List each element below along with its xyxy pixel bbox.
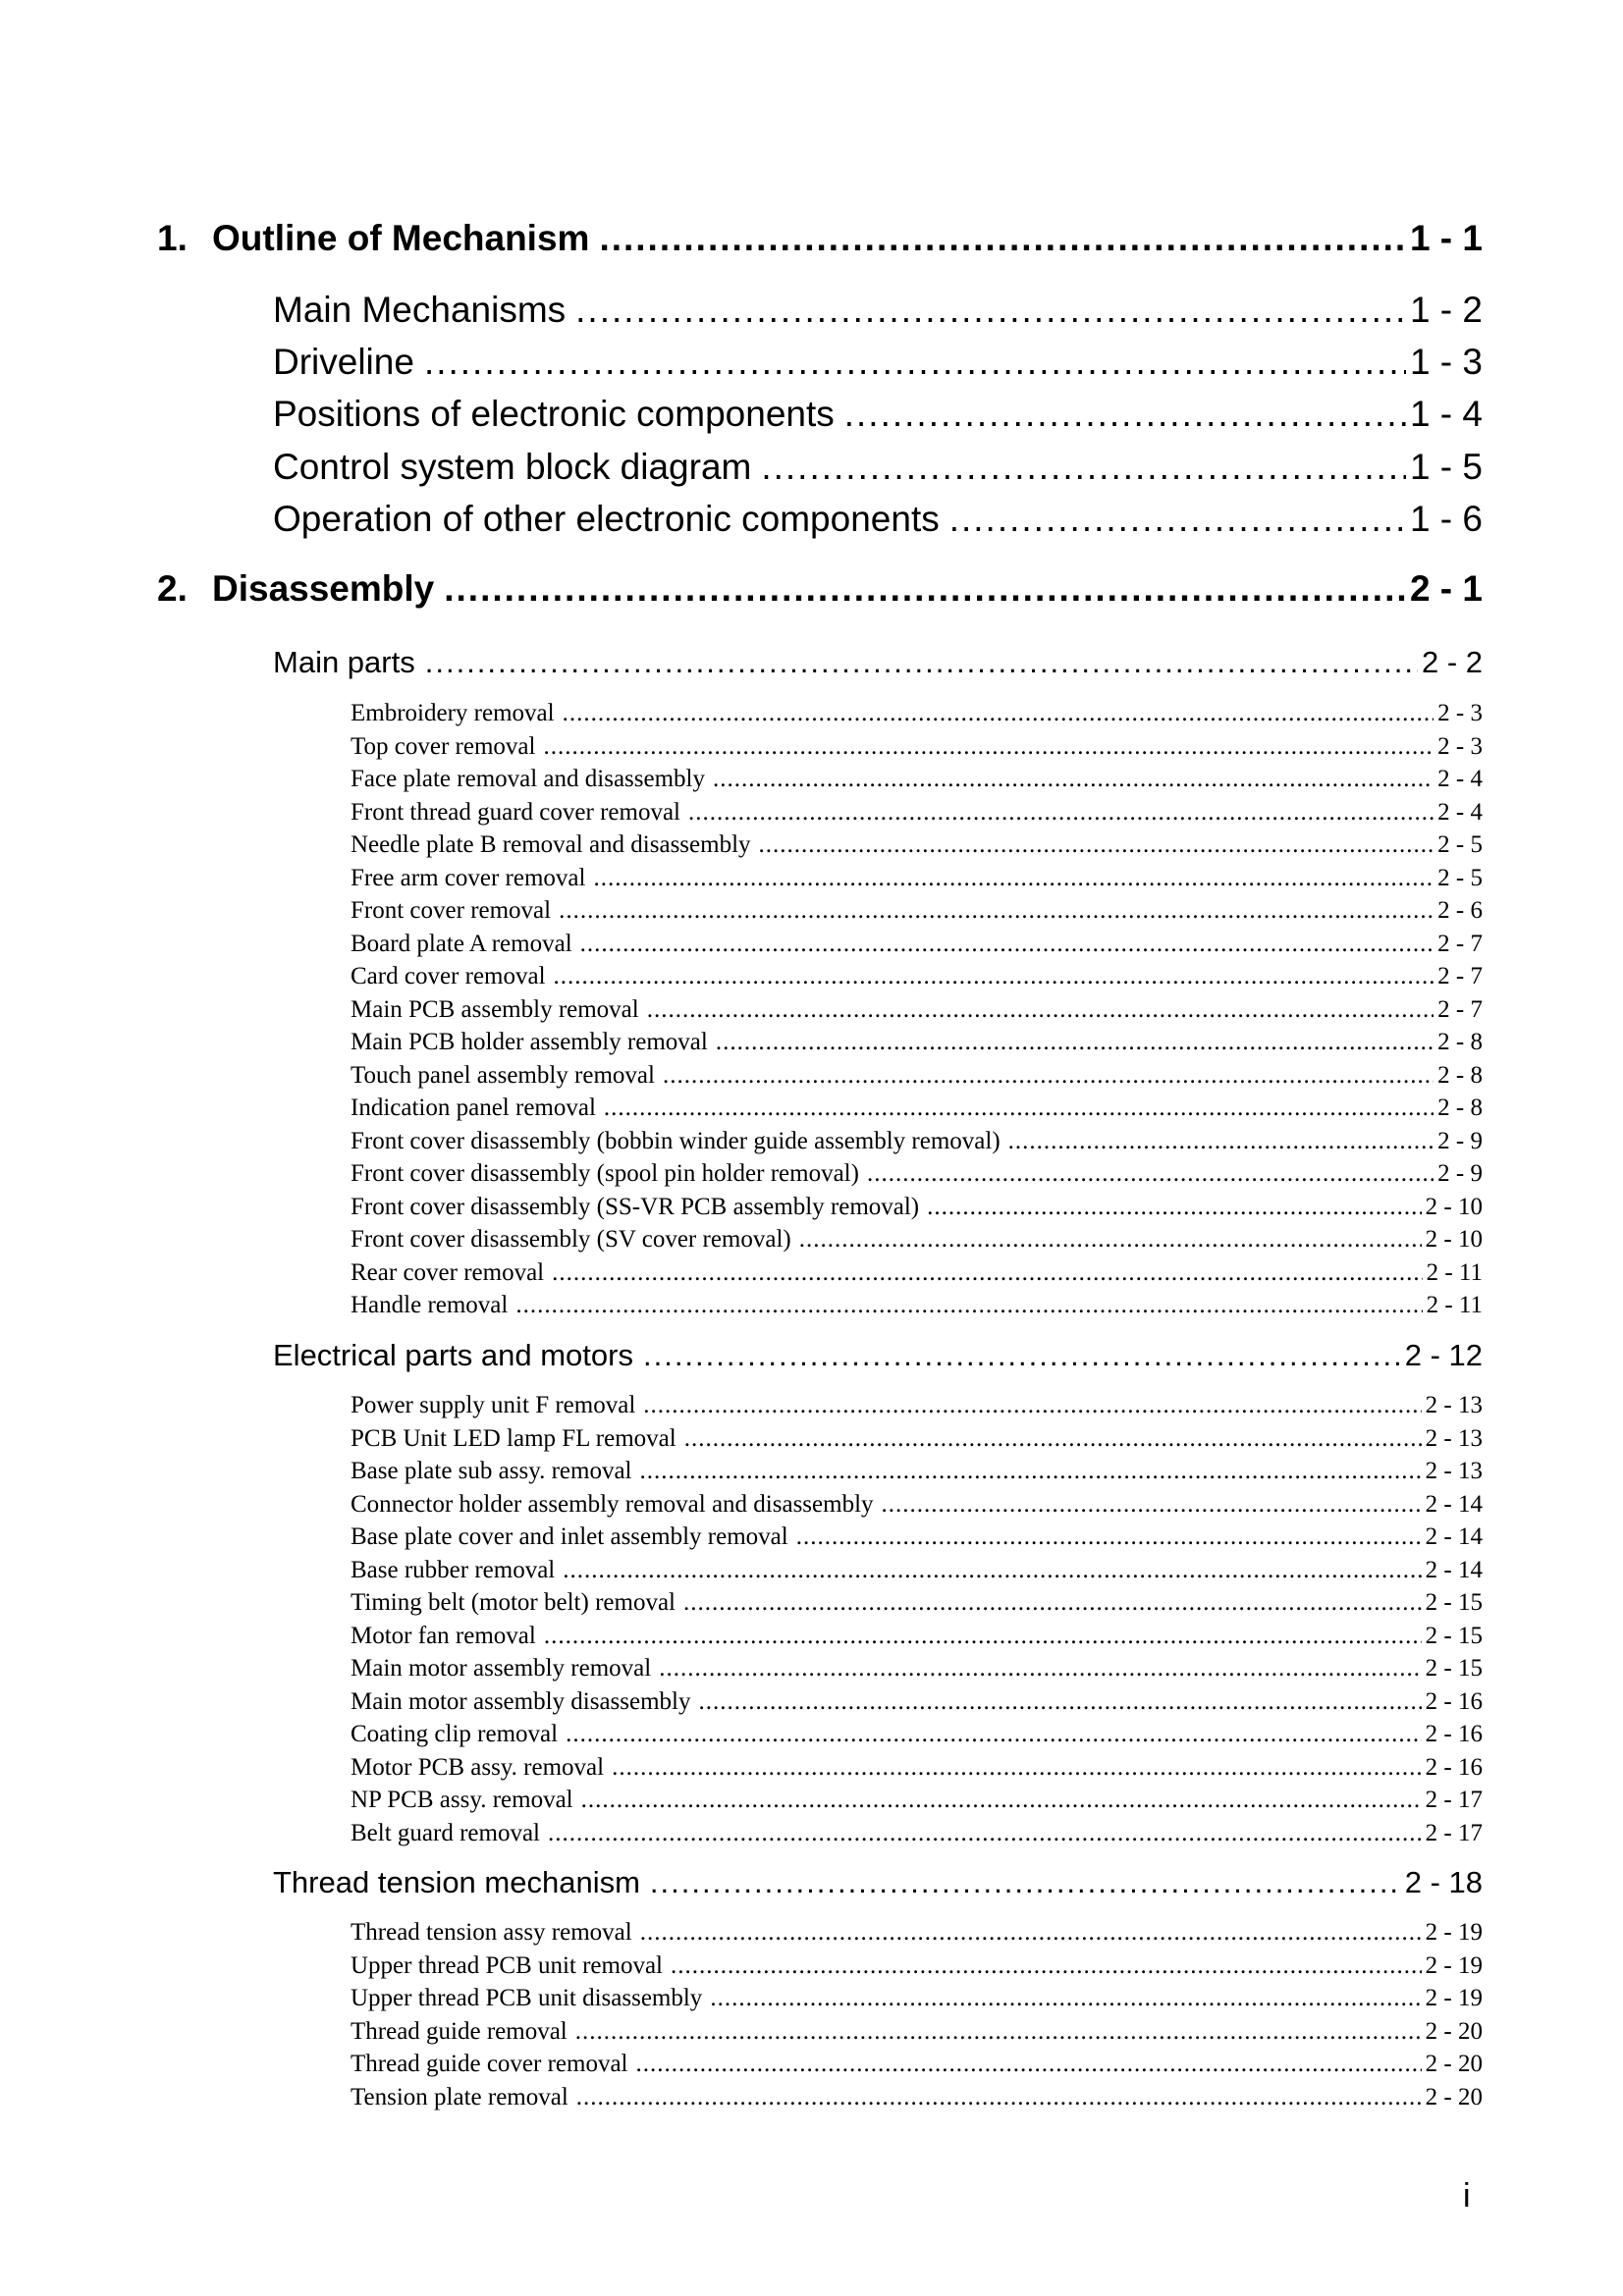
item-page: 2 - 8 [1437,1062,1483,1089]
item-title: Thread guide cover removal [351,2051,628,2077]
toc-item[interactable] [351,1259,1483,1287]
subsection-title: Driveline [273,342,414,382]
leader-dots [544,1623,1422,1650]
toc-item[interactable] [351,1194,1483,1221]
item-page: 2 - 19 [1425,1919,1483,1946]
leader-dots [599,218,1406,259]
toc-item[interactable] [351,1458,1483,1485]
toc-section-1[interactable] [157,218,1483,259]
leader-dots [927,1194,1422,1221]
toc-item[interactable] [351,1721,1483,1748]
item-page: 2 - 6 [1437,897,1483,924]
leader-dots [796,1523,1422,1551]
item-title: Upper thread PCB unit disassembly [351,1985,703,2011]
item-title: Motor PCB assy. removal [351,1754,605,1781]
section-title: Outline of Mechanism [212,218,590,258]
item-title: Motor fan removal [351,1623,536,1649]
toc-item[interactable] [351,1820,1483,1847]
leader-dots [612,1754,1422,1782]
leader-dots [548,1820,1422,1847]
toc-item[interactable] [351,1557,1483,1584]
subsection-title: Electrical parts and motors [273,1338,633,1372]
subsection-title: Thread tension mechanism [273,1865,640,1899]
item-title: Handle removal [351,1292,509,1318]
leader-dots [576,2084,1422,2111]
leader-dots [543,733,1434,761]
item-title: Front cover disassembly (bobbin winder guide assembly removal) [351,1128,1001,1154]
leader-dots [640,1458,1422,1485]
subsection-title: Positions of electronic components [273,394,835,434]
item-page: 2 - 4 [1437,799,1483,826]
item-title: Rear cover removal [351,1259,545,1286]
leader-dots [643,1338,1401,1373]
page-number: i [1463,2177,1471,2215]
item-title: Embroidery removal [351,700,555,726]
subsection-page: 1 - 2 [1409,290,1483,330]
toc-subsection[interactable] [273,447,1483,488]
toc-item[interactable] [351,2018,1483,2046]
leader-dots [844,394,1406,435]
toc-subsection[interactable] [273,342,1483,383]
item-page: 2 - 19 [1425,1985,1483,2011]
item-page: 2 - 13 [1425,1425,1483,1452]
toc-item[interactable] [351,766,1483,793]
item-page: 2 - 9 [1437,1128,1483,1154]
toc-item[interactable] [351,1226,1483,1254]
leader-dots [563,1557,1421,1584]
item-page: 2 - 7 [1437,931,1483,957]
leader-dots [671,1952,1422,1980]
item-title: Touch panel assembly removal [351,1062,655,1089]
toc-subsection-thread-tension[interactable] [273,1865,1483,1900]
item-title: Connector holder assembly removal and disassembly [351,1491,874,1518]
toc-item[interactable] [351,1392,1483,1419]
item-page: 2 - 7 [1437,963,1483,989]
leader-dots [659,1655,1421,1682]
toc-subsection[interactable] [273,394,1483,435]
item-title: Base plate cover and inlet assembly removal [351,1523,788,1550]
item-title: Front thread guard cover removal [351,799,680,826]
toc-item[interactable] [351,1655,1483,1682]
item-title: Base rubber removal [351,1557,556,1583]
leader-dots [566,1721,1422,1748]
toc-item[interactable] [351,1787,1483,1814]
leader-dots [650,1865,1401,1900]
leader-dots [604,1095,1434,1122]
subsection-page: 2 - 18 [1404,1865,1483,1899]
leader-dots [716,1029,1434,1056]
item-title: Tension plate removal [351,2084,568,2110]
item-page: 2 - 16 [1425,1721,1483,1747]
leader-dots [559,897,1434,925]
item-page: 2 - 14 [1425,1523,1483,1550]
leader-dots [575,2018,1422,2046]
item-title: Front cover disassembly (SS-VR PCB assembly removal) [351,1194,920,1220]
subsection-title: Main Mechanisms [273,290,567,330]
toc-item[interactable] [351,831,1483,859]
item-title: Main motor assembly removal [351,1655,652,1682]
item-title: Front cover removal [351,897,552,924]
toc-item[interactable] [351,897,1483,925]
leader-dots [636,2051,1422,2078]
leader-dots [759,831,1434,859]
leader-dots [593,865,1434,892]
item-page: 2 - 19 [1425,1952,1483,1979]
toc-item[interactable] [351,700,1483,727]
section-number: 1. [157,218,188,258]
toc-item[interactable] [351,1623,1483,1650]
toc-item[interactable] [351,1128,1483,1155]
leader-dots [444,568,1406,610]
item-page: 2 - 14 [1425,1557,1483,1583]
item-title: Main PCB assembly removal [351,996,639,1023]
toc-item[interactable] [351,1292,1483,1319]
item-title: Face plate removal and disassembly [351,766,705,792]
item-title: Thread guide removal [351,2018,568,2045]
leader-dots [554,963,1434,990]
item-page: 2 - 3 [1437,700,1483,726]
item-page: 2 - 16 [1425,1754,1483,1781]
item-page: 2 - 17 [1425,1787,1483,1813]
item-page: 2 - 3 [1437,733,1483,760]
item-page: 2 - 20 [1425,2084,1483,2110]
item-page: 2 - 8 [1437,1029,1483,1055]
leader-dots [575,290,1406,331]
toc-item[interactable] [351,1952,1483,1980]
item-title: Base plate sub assy. removal [351,1458,632,1484]
toc-item[interactable] [351,1095,1483,1122]
item-page: 2 - 13 [1425,1458,1483,1484]
toc-item[interactable] [351,1491,1483,1519]
item-page: 2 - 20 [1425,2018,1483,2045]
item-title: NP PCB assy. removal [351,1787,573,1813]
leader-dots [1008,1128,1434,1155]
toc-item[interactable] [351,1523,1483,1551]
subsection-page: 1 - 3 [1409,342,1483,382]
toc-item[interactable] [351,1029,1483,1056]
item-page: 2 - 10 [1425,1226,1483,1253]
toc-item[interactable] [351,2051,1483,2078]
leader-dots [581,1787,1422,1814]
toc-item[interactable] [351,799,1483,827]
item-page: 2 - 9 [1437,1160,1483,1187]
item-page: 2 - 13 [1425,1392,1483,1418]
leader-dots [683,1589,1422,1617]
item-page: 2 - 11 [1426,1259,1483,1286]
toc-item[interactable] [351,1688,1483,1716]
toc-item[interactable] [351,1062,1483,1090]
item-title: Board plate A removal [351,931,572,957]
item-title: Front cover disassembly (spool pin holder removal) [351,1160,859,1187]
leader-dots [643,1392,1421,1419]
toc-item[interactable] [351,1754,1483,1782]
toc-item[interactable] [351,1160,1483,1188]
item-page: 2 - 5 [1437,865,1483,891]
item-page: 2 - 14 [1425,1491,1483,1518]
item-title: Upper thread PCB unit removal [351,1952,663,1979]
section-page: 1 - 1 [1409,218,1483,258]
item-title: Card cover removal [351,963,546,989]
item-title: Power supply unit F removal [351,1392,636,1418]
item-page: 2 - 15 [1425,1589,1483,1616]
toc-item[interactable] [351,1985,1483,2012]
item-page: 2 - 15 [1425,1655,1483,1682]
item-page: 2 - 5 [1437,831,1483,858]
item-title: Free arm cover removal [351,865,586,891]
section-number: 2. [157,568,188,609]
toc-item[interactable] [351,865,1483,892]
item-page: 2 - 7 [1437,996,1483,1023]
leader-dots [867,1160,1434,1188]
toc-item[interactable] [351,931,1483,958]
item-title: Timing belt (motor belt) removal [351,1589,676,1616]
toc-item[interactable] [351,996,1483,1024]
subsection-page: 1 - 4 [1409,394,1483,434]
item-page: 2 - 8 [1437,1095,1483,1121]
leader-dots [424,342,1406,383]
leader-dots [580,931,1434,958]
leader-dots [684,1425,1422,1453]
toc-item[interactable] [351,1919,1483,1947]
subsection-page: 2 - 12 [1404,1338,1483,1372]
toc-item[interactable] [351,1589,1483,1617]
leader-dots [552,1259,1422,1287]
item-title: PCB Unit LED lamp FL removal [351,1425,676,1452]
item-title: Main motor assembly disassembly [351,1688,691,1715]
item-title: Belt guard removal [351,1820,540,1846]
toc-item[interactable] [351,1425,1483,1453]
item-title: Main PCB holder assembly removal [351,1029,708,1055]
item-page: 2 - 16 [1425,1688,1483,1715]
subsection-page: 1 - 6 [1409,499,1483,539]
section-title: Disassembly [212,568,435,609]
leader-dots [563,700,1434,727]
toc-item[interactable] [351,733,1483,761]
leader-dots [647,996,1434,1024]
leader-dots [761,447,1406,488]
item-title: Needle plate B removal and disassembly [351,831,751,858]
toc-subsection[interactable] [273,290,1483,331]
leader-dots [882,1491,1422,1519]
item-page: 2 - 17 [1425,1820,1483,1846]
item-title: Indication panel removal [351,1095,596,1121]
toc-subsection-electrical[interactable] [273,1338,1483,1373]
leader-dots [515,1292,1422,1319]
subsection-page: 1 - 5 [1409,447,1483,487]
item-title: Front cover disassembly (SV cover removal) [351,1226,791,1253]
subsection-title: Control system block diagram [273,447,752,487]
item-page: 2 - 4 [1437,766,1483,792]
leader-dots [949,499,1406,540]
item-title: Coating clip removal [351,1721,559,1747]
item-title: Top cover removal [351,733,536,760]
leader-dots [710,1985,1421,2012]
leader-dots [688,799,1434,827]
section-page: 2 - 1 [1409,568,1483,609]
leader-dots [663,1062,1434,1090]
toc-subsection[interactable] [273,499,1483,540]
leader-dots [425,645,1418,680]
subsection-title: Operation of other electronic components [273,499,940,539]
subsection-page: 2 - 2 [1421,645,1483,679]
item-page: 2 - 11 [1426,1292,1483,1318]
toc-subsection-main-parts[interactable] [273,645,1483,680]
item-page: 2 - 15 [1425,1623,1483,1649]
item-page: 2 - 20 [1425,2051,1483,2077]
toc-item[interactable] [351,963,1483,990]
item-title: Thread tension assy removal [351,1919,632,1946]
leader-dots [713,766,1434,793]
item-page: 2 - 10 [1425,1194,1483,1220]
leader-dots [799,1226,1422,1254]
toc-item[interactable] [351,2084,1483,2111]
leader-dots [699,1688,1422,1716]
subsection-title: Main parts [273,645,415,679]
leader-dots [640,1919,1422,1947]
toc-section-2[interactable] [157,568,1483,610]
